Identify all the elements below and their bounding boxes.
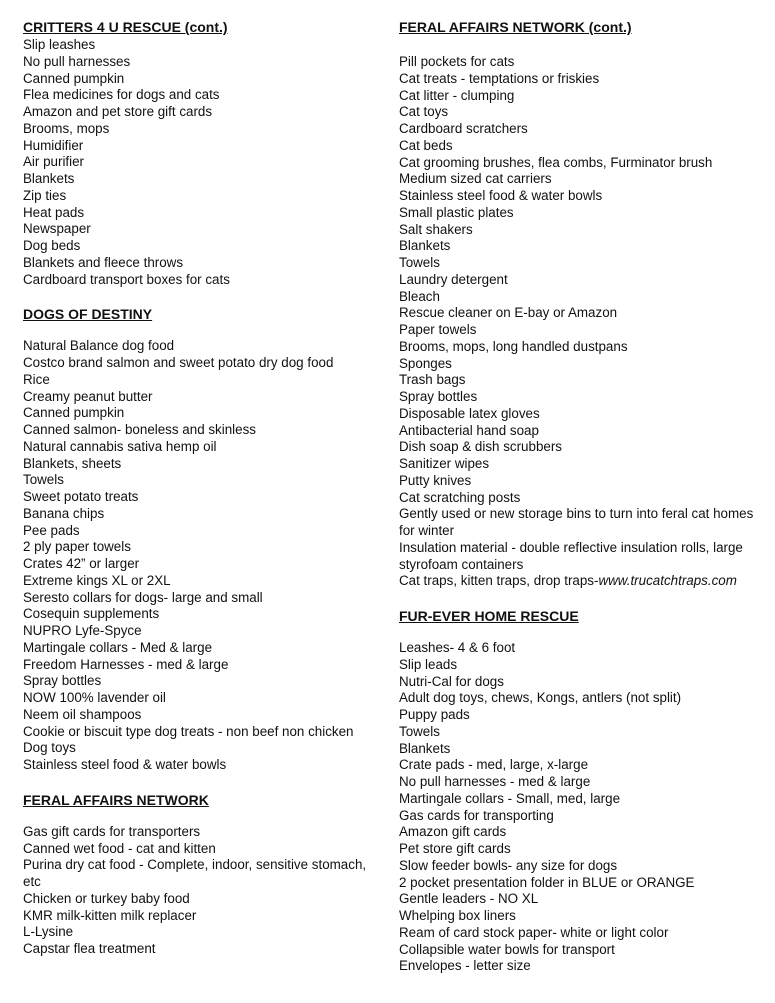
section-feral-affairs-network xyxy=(23,790,383,958)
list-item: Whelping box liners xyxy=(399,908,516,923)
section-title: DOGS OF DESTINY xyxy=(23,306,153,323)
item-list xyxy=(23,824,383,958)
list-item: Dog toys xyxy=(23,740,76,756)
list-item: Martingale collars - Med & large xyxy=(23,639,213,655)
list-item-trap xyxy=(399,573,764,590)
list-item: Heat pads xyxy=(23,204,85,220)
list-item: 2 pocket presentation folder in BLUE or ORANGE xyxy=(399,874,695,890)
item-list xyxy=(23,338,383,774)
list-item: Cat treats - temptations or friskies xyxy=(399,70,600,86)
list-item: Freedom Harnesses - med & large xyxy=(23,656,229,672)
list-item: Putty knives xyxy=(399,472,472,488)
list-item: Sweet potato treats xyxy=(23,489,139,504)
list-item: NUPRO Lyfe-Spyce xyxy=(23,623,142,638)
list-item: No pull harnesses - med & large xyxy=(399,774,591,789)
list-item: Air purifier xyxy=(23,154,85,170)
list-item: Salt shakers xyxy=(399,221,473,237)
list-item: Small plastic plates xyxy=(399,204,514,220)
list-item: Sanitizer wipes xyxy=(399,456,490,471)
list-item: Newspaper xyxy=(23,221,91,237)
list-item: Cardboard scratchers xyxy=(399,121,528,136)
list-item: Towels xyxy=(399,723,440,739)
list-item: Brooms, mops xyxy=(23,120,110,136)
website-link[interactable]: www.trucatchtraps.com xyxy=(598,573,737,589)
list-item: Adult dog toys, chews, Kongs, antlers (not split) xyxy=(399,690,682,706)
list-item: Pill pockets for cats xyxy=(399,54,515,69)
list-item-text: Cat traps, kitten traps, drop traps- xyxy=(399,573,599,589)
list-item: Puppy pads xyxy=(399,707,470,722)
list-item: Towels xyxy=(23,472,64,488)
section-title: CRITTERS 4 U RESCUE (cont.) xyxy=(23,19,228,35)
list-item: Medium sized cat carriers xyxy=(399,171,552,187)
list-item: Blankets and fleece throws xyxy=(23,254,184,270)
list-item: Cat litter - clumping xyxy=(399,87,515,103)
list-item: Canned wet food - cat and kitten xyxy=(23,840,216,856)
list-item: Slip leashes xyxy=(23,37,96,52)
item-list xyxy=(23,37,383,288)
list-item: Rice xyxy=(23,371,50,387)
list-item: Disposable latex gloves xyxy=(399,405,540,421)
list-item: Slip leads xyxy=(399,656,458,672)
list-item: Blankets xyxy=(23,171,75,186)
list-item: Blankets xyxy=(399,238,451,254)
list-item: Canned salmon- boneless and skinless xyxy=(23,422,256,437)
list-item: Cookie or biscuit type dog treats - non beef non chicken xyxy=(23,723,354,739)
list-item: Spray bottles xyxy=(23,673,102,689)
list-item: Gently used or new storage bins to turn into feral cat homes for winter xyxy=(399,506,754,538)
list-item: Crate pads - med, large, x-large xyxy=(399,757,589,773)
list-item: Spray bottles xyxy=(399,389,478,404)
list-item: Slow feeder bowls- any size for dogs xyxy=(399,857,618,873)
list-item: Canned pumpkin xyxy=(23,405,125,421)
list-item: No pull harnesses xyxy=(23,53,131,69)
list-item: Humidifier xyxy=(23,137,84,153)
list-item: Cardboard transport boxes for cats xyxy=(23,271,230,287)
list-item: Martingale collars - Small, med, large xyxy=(399,790,621,806)
list-item: Stainless steel food & water bowls xyxy=(399,188,603,203)
section-feral-affairs-network-cont xyxy=(399,17,764,590)
list-item: Seresto collars for dogs- large and small xyxy=(23,589,263,605)
list-item: KMR milk-kitten milk replacer xyxy=(23,907,197,923)
list-item: Bleach xyxy=(399,288,440,304)
list-item: Brooms, mops, long handled dustpans xyxy=(399,338,628,354)
list-item: Stainless steel food & water bowls xyxy=(23,757,227,772)
list-item: Dog beds xyxy=(23,238,81,253)
list-item: 2 ply paper towels xyxy=(23,539,131,555)
list-item: Banana chips xyxy=(23,505,105,521)
list-item: Sponges xyxy=(399,355,452,371)
list-item: Leashes- 4 & 6 foot xyxy=(399,640,516,655)
list-item: Gentle leaders - NO XL xyxy=(399,891,539,907)
list-item: Neem oil shampoos xyxy=(23,706,142,722)
list-item: Purina dry cat food - Complete, indoor, sensitive stomach, etc xyxy=(23,857,367,889)
list-item: Cat toys xyxy=(399,104,449,120)
list-item: Cat beds xyxy=(399,137,453,153)
section-dogs-of-destiny xyxy=(23,304,383,774)
list-item: Capstar flea treatment xyxy=(23,941,156,956)
list-item: Gas gift cards for transporters xyxy=(23,823,201,839)
list-item: Pet store gift cards xyxy=(399,841,511,856)
list-item: Dish soap & dish scrubbers xyxy=(399,439,562,455)
list-item: Cat scratching posts xyxy=(399,489,521,505)
list-item: Antibacterial hand soap xyxy=(399,422,539,438)
section-title: FERAL AFFAIRS NETWORK (cont.) xyxy=(399,19,632,35)
list-item: Amazon gift cards xyxy=(399,824,507,840)
list-item: Natural Balance dog food xyxy=(23,338,175,354)
list-item: Cat grooming brushes, flea combs, Furminator brush xyxy=(399,154,713,170)
list-item: Envelopes - letter size xyxy=(399,958,531,974)
list-item: Creamy peanut butter xyxy=(23,388,153,404)
left-column xyxy=(23,17,383,958)
list-item: Amazon and pet store gift cards xyxy=(23,104,213,119)
list-item: Collapsible water bowls for transport xyxy=(399,941,615,957)
list-item: Nutri-Cal for dogs xyxy=(399,673,504,689)
list-item: NOW 100% lavender oil xyxy=(23,690,166,705)
list-item: Blankets, sheets xyxy=(23,455,122,471)
list-item: Trash bags xyxy=(399,372,466,388)
list-item: Canned pumpkin xyxy=(23,70,125,86)
list-item: Costco brand salmon and sweet potato dry dog food xyxy=(23,355,334,370)
list-item: Gas cards for transporting xyxy=(399,807,554,823)
list-item: Extreme kings XL or 2XL xyxy=(23,572,171,588)
list-item: Laundry detergent xyxy=(399,271,508,287)
section-fur-ever-home-rescue xyxy=(399,606,764,975)
list-item: Towels xyxy=(399,255,440,270)
section-critters-4-u-rescue xyxy=(23,17,383,288)
right-column xyxy=(399,17,764,975)
list-item: Pee pads xyxy=(23,522,80,538)
list-item: Rescue cleaner on E-bay or Amazon xyxy=(399,305,618,321)
section-title: FUR-EVER HOME RESCUE xyxy=(399,608,579,624)
list-item: Crates 42” or larger xyxy=(23,556,140,571)
section-title: FERAL AFFAIRS NETWORK xyxy=(23,791,209,808)
list-item: Insulation material - double reflective insulation rolls, large styrofoam containers xyxy=(399,539,743,572)
list-item: Natural cannabis sativa hemp oil xyxy=(23,438,217,454)
list-item: Chicken or turkey baby food xyxy=(23,890,190,906)
list-item: Cosequin supplements xyxy=(23,606,160,622)
list-item: Paper towels xyxy=(399,322,477,337)
list-item: Zip ties xyxy=(23,187,67,203)
list-item: Blankets xyxy=(399,740,451,756)
list-item: Ream of card stock paper- white or light color xyxy=(399,924,669,940)
item-list xyxy=(399,54,764,590)
list-item: Flea medicines for dogs and cats xyxy=(23,87,220,103)
item-list xyxy=(399,640,764,975)
list-item: L-Lysine xyxy=(23,924,74,940)
